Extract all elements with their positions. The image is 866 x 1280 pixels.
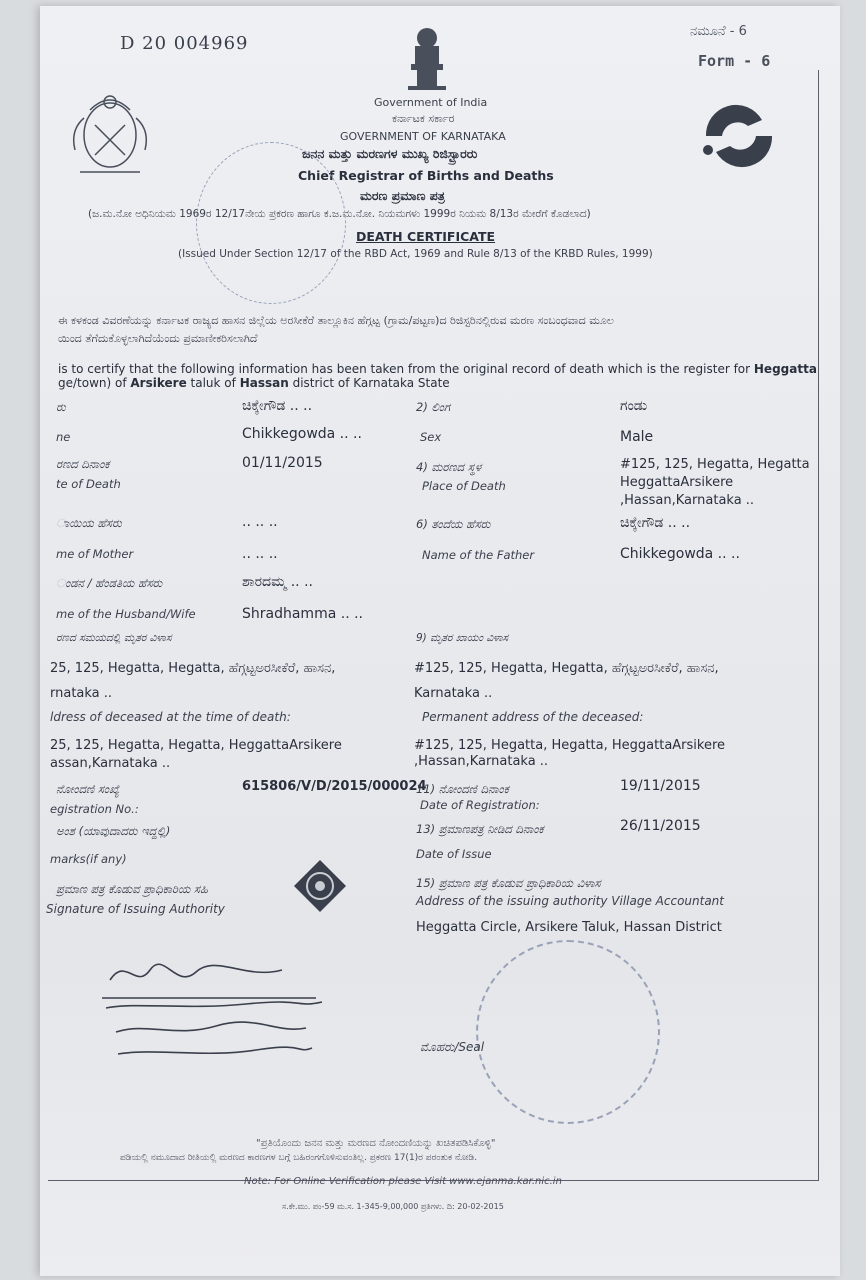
date-of-death-kannada-label: ರಣದ ದಿನಾಂಕ [56,457,110,471]
address-at-death-kannada-line1: 25, 125, Hegatta, Hegatta, ಹೆಗ್ಗಟ್ಟಅರಸೀಕೆರೆ, ಹಾಸನ, [50,661,336,676]
footer-print-line: ಸ.ಕೇ.ಮು. ಪಂ-59 ಮ.ಸ. 1-345-9,00,000 ಪ್ರತಿಗಳು. ದಿ: 20-02-2015 [282,1202,504,1211]
form-number-kannada: ನಮೂನೆ - 6 [690,24,747,39]
handwritten-signature [96,950,336,1070]
place-of-death-kannada-label: 4) ಮರಣದ ಸ್ಥಳ [416,460,482,474]
address-at-death-kannada-label: ರಣದ ಸಮಯದಲ್ಲಿ ಮೃತರ ವಿಳಾಸ [56,632,172,644]
sex-kannada-value: ಗಂಡು [620,398,648,414]
serial-number: D 20 004969 [120,33,249,54]
issue-date-label: Date of Issue [416,847,492,861]
form-number: Form - 6 [698,52,771,70]
address-at-death-line1: 25, 125, Hegatta, Hegatta, HeggattaArsikere [50,738,342,753]
certificate-title-kannada: ಮರಣ ಪ್ರಮಾಣ ಪತ್ರ [360,188,445,203]
ejanma-logo-icon [696,96,782,176]
registrar-kannada: ಜನನ ಮತ್ತು ಮರಣಗಳ ಮುಖ್ಯ ರಿಜಿಸ್ಟ್ರಾರರು [302,146,478,161]
ashoka-emblem-icon [402,24,452,94]
spouse-name-label: me of the Husband/Wife [56,607,196,621]
registration-number-kannada-label: ನೋಂದಣಿ ಸಂಖ್ಯೆ [56,782,120,796]
registration-number-label: egistration No.: [50,802,139,816]
rubber-stamp-header [196,142,346,304]
permanent-address-label: Permanent address of the deceased: [422,710,644,724]
issued-under-label: (Issued Under Section 12/17 of the RBD Act, 1969 and Rule 8/13 of the KRBD Rules, 1999) [178,248,653,260]
address-at-death-kannada-line2: rnataka .. [50,686,113,701]
authority-address-kannada-label: 15) ಪ್ರಮಾಣ ಪತ್ರ ಕೊಡುವ ಪ್ರಾಧಿಕಾರಿಯ ವಿಳಾಸ [416,876,601,890]
sex-label: Sex [420,430,442,444]
address-at-death-line2: assan,Karnataka .. [50,756,171,771]
address-at-death-label: ldress of deceased at the time of death: [50,710,291,724]
name-value: Chikkegowda .. .. [242,426,362,442]
authority-address-label: Address of the issuing authority Village Accountant [416,894,724,908]
name-kannada-value: ಚಿಕ್ಕೇಗೌಡ .. .. [242,398,313,414]
intro-kannada-line1: ಈ ಕಳಕಂಡ ವಿವರಣೆಯನ್ನು ಕರ್ನಾಟಕ ರಾಜ್ಯದ ಹಾಸನ ಜಿಲ್ಲೆಯ ಅರಸೀಕೆರೆ ತಾಲ್ಲೂಕಿನ ಹೆಗ್ಗಟ್ಟ (ಗ್ರಾಮ/ಪಟ್ಟಣ)ದ ರಿಜಿಸ್ಟರಿನಲ್ಲಿರುವ ಮರಣ ಸಂಬಂಧವಾದ ಮೂಲ [58,314,614,327]
spouse-name-kannada-value: ಶಾರದಮ್ಮ .. .. [242,574,313,590]
certificate-title: DEATH CERTIFICATE [356,229,496,244]
registration-number-value: 615806/V/D/2015/000024 [242,779,427,794]
permanent-address-kannada-label: 9) ಮೃತರ ಖಾಯಂ ವಿಳಾಸ [416,632,509,644]
place-of-death-line3: ,Hassan,Karnataka .. [620,493,755,508]
father-name-kannada-label: 6) ತಂದೆಯ ಹೆಸರು [416,517,491,531]
registration-date-value: 19/11/2015 [620,778,701,794]
registration-date-label: Date of Registration: [420,798,540,812]
father-name-kannada-value: ಚಿಕ್ಕೇಗೌಡ .. .. [620,515,691,531]
permanent-address-line2: ,Hassan,Karnataka .. [414,754,549,769]
footer-verification-note: Note: For Online Verification please Visit www.ejanma.kar.nic.in [244,1176,562,1187]
mother-name-label: me of Mother [56,547,134,561]
govt-india-label: Government of India [374,96,488,109]
circular-seal [476,940,660,1124]
place-of-death-label: Place of Death [422,479,506,493]
permanent-address-kannada-line2: Karnataka .. [414,686,493,701]
karnataka-emblem-icon [60,80,160,180]
father-name-label: Name of the Father [422,548,535,562]
permanent-address-line1: #125, 125, Hegatta, Hegatta, HeggattaArsikere [414,738,726,753]
issue-date-kannada-label: 13) ಪ್ರಮಾಣಪತ್ರ ನೀಡಿದ ದಿನಾಂಕ [416,822,544,836]
footer-kannada-note: ಪಡಿಯಲ್ಲಿ ನಮೂದಾದ ರೀತಿಯಲ್ಲಿ ಮರಣದ ಕಾರಣಗಳ ಬಗ್ಗೆ ಬಹಿರಂಗಗೊಳಿಸುವಂತಿಲ್ಲ. ಪ್ರಕರಣ 17(1)ರ ಪರಂತುಕ ನೋಡಿ. [120,1153,478,1163]
mother-name-kannada-label: ಾಯಿಯ ಹೆಸರು [56,516,122,530]
date-of-death-value: 01/11/2015 [242,455,323,471]
intro-english-line1: is to certify that the following information has been taken from the original record of death which is the register for Heggatta [58,362,817,376]
remarks-label: marks(if any) [50,852,127,866]
sex-value: Male [620,429,654,445]
name-label: ne [56,430,71,444]
mother-name-value: .. .. .. [242,546,278,562]
issued-under-kannada: (ಜ.ಮ.ನೋ ಅಧಿನಿಯಮ 1969ರ 12/17ನೇಯ ಪ್ರಕರಣ ಹಾಗೂ ಕ.ಜ.ಮ.ನೋ. ನಿಯಮಗಳು 1999ರ ನಿಯಮ 8/13ರ ಮೇರೆಗೆ ಕೊಡಲಾದ) [88,208,591,220]
father-name-value: Chikkegowda .. .. [620,546,740,562]
spouse-name-kannada-label: ಂಡನ / ಹೆಂಡತಿಯ ಹೆಸರು [56,576,163,590]
hologram-seal-icon [292,858,348,914]
spouse-name-value: Shradhamma .. .. [242,606,363,622]
govt-karnataka-label: GOVERNMENT OF KARNATAKA [340,130,506,143]
footer-slogan: "ಪ್ರತಿಯೊಂದು ಜನನ ಮತ್ತು ಮರಣದ ನೋಂದಣಿಯನ್ನು ಖಚಿತಪಡಿಸಿಕೊಳ್ಳಿ" [256,1138,496,1149]
name-kannada-label: ರು [56,400,66,414]
place-of-death-line2: HeggattaArsikere [620,475,734,490]
signature-label: Signature of Issuing Authority [46,902,225,916]
signature-kannada-label: ಪ್ರಮಾಣ ಪತ್ರ ಕೊಡುವ ಪ್ರಾಧಿಕಾರಿಯ ಸಹಿ [56,882,208,896]
authority-address-value: Heggatta Circle, Arsikere Taluk, Hassan District [416,920,722,935]
registration-date-kannada-label: 11) ನೋಂದಣಿ ದಿನಾಂಕ [416,782,509,796]
sex-kannada-label: 2) ಲಿಂಗ [416,400,451,414]
intro-kannada-line2: ಯಿಂದ ತೆಗೆದುಕೊಳ್ಳಲಾಗಿದೆಯೆಂದು ಪ್ರಮಾಣೀಕರಿಸಲಾಗಿದೆ [58,332,258,345]
issue-date-value: 26/11/2015 [620,818,701,834]
intro-english-line2: ge/town) of Arsikere taluk of Hassan district of Karnataka State [58,376,450,390]
seal-label: ಮೊಹರು/Seal [420,1040,485,1054]
permanent-address-kannada-line1: #125, 125, Hegatta, Hegatta, ಹೆಗ್ಗಟ್ಟಅರಸೀಕೆರೆ, ಹಾಸನ, [414,661,719,676]
mother-name-kannada-value: .. .. .. [242,514,278,530]
govt-karnataka-kannada: ಕರ್ನಾಟಕ ಸರ್ಕಾರ [392,112,455,125]
date-of-death-label: te of Death [56,477,121,491]
place-of-death-line1: #125, 125, Hegatta, Hegatta [620,457,810,472]
remarks-kannada-label: ಅಂಶ (ಯಾವುದಾದರು ಇದ್ದಲ್ಲಿ) [56,824,171,838]
registrar-label: Chief Registrar of Births and Deaths [298,168,554,183]
